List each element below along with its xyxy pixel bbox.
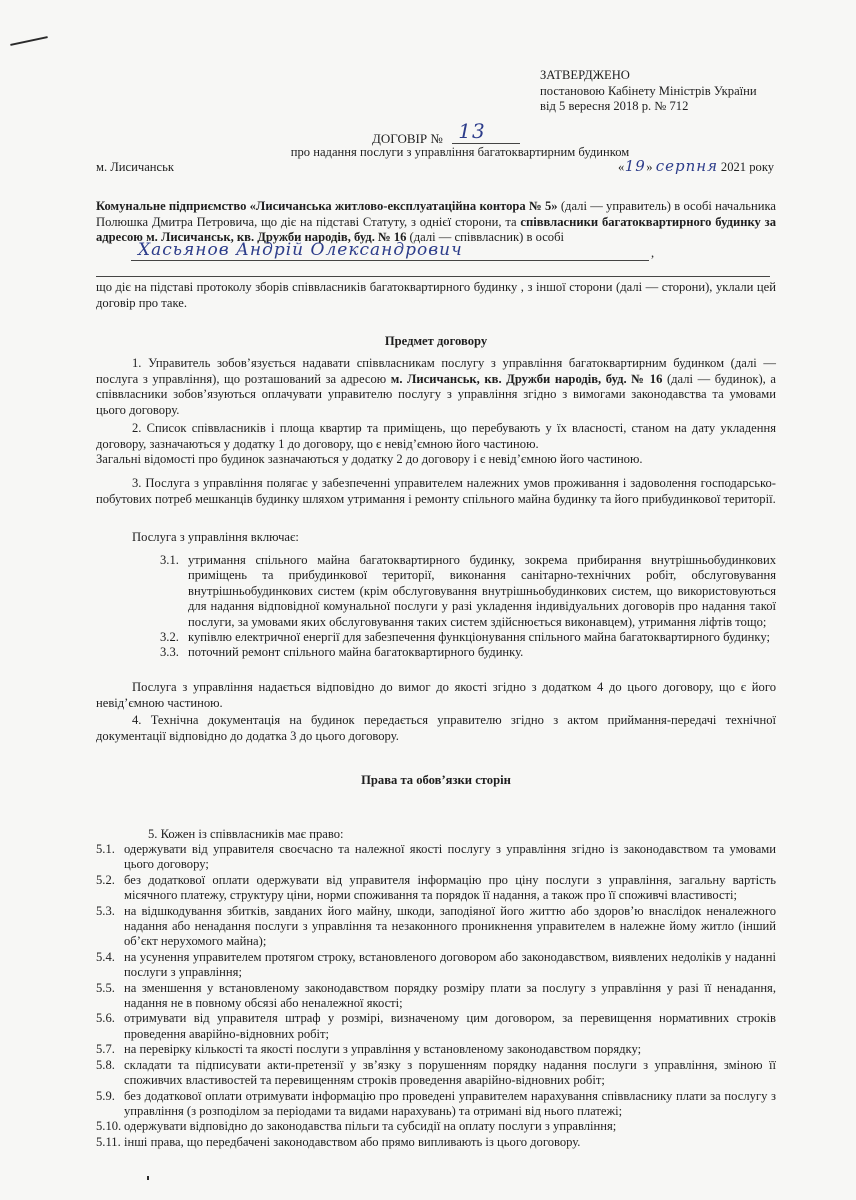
list-item bbox=[96, 904, 776, 950]
list-item-text: на зменшення у встановленому законодавством порядку розміру плати за послугу з управління у разі її ненадання, надання не в повному обсязі або неналежної якості; bbox=[124, 980, 776, 1011]
clause-2b: Загальні відомості про будинок зазначаються у додатку 2 до договору і є невід’ємною його частиною. bbox=[96, 452, 643, 466]
list-item-text: без додаткової оплати одержувати від управителя інформацію про ціну послуги з управління, загальну вартість місячного платежу, структуру ціни, норми споживання та порядок її надання, а також про її споживчі властивості; bbox=[124, 872, 776, 903]
list-item-number: 5.2. bbox=[96, 872, 115, 887]
contract-date: «19» серпня 2021 року bbox=[618, 157, 775, 175]
list-item-text: отримувати від управителя штраф у розмірі, визначеному цим договором, за перевищення нормативних строків проведення аварійно-відновних робіт; bbox=[124, 1011, 776, 1041]
list-item bbox=[96, 981, 776, 1012]
list-item-text: без додаткової оплати отримувати інформацію про проведені управителем нарахування співвласнику плати за послугу з управління (з розподілом за періодами та видами нарахувань) та отримані від нього платежі; bbox=[124, 1088, 776, 1118]
list-item-text: на відшкодування збитків, завданих його майну, шкоди, заподіяної його життю або здоров’ю внаслідок неналежного надання або ненадання послуги з управління та незаконного проникнення управителем в належне йому житло (інший об’єкт нерухомого майна); bbox=[124, 903, 776, 949]
section-heading-rights: Права та обов’язки сторін bbox=[361, 773, 511, 787]
parties-paragraph: Комунальне підприємство «Лисичанська житлово-експлуатаційна контора № 5» (далі — управитель) в особі начальника Полюшка Дмитра Петровича, що діє на підставі Статуту, з однієї сторони, та співвласники багатоквартирного будинку за адресою м. Лисичанськ, кв. Дружби народів, буд. № 16 (далі — співвласник) в особі bbox=[96, 199, 776, 245]
includes-label: Послуга з управління включає: bbox=[132, 530, 299, 544]
clause-4: 4. Технічна документація на будинок передається управителю згідно з актом приймання-передачі технічної документації відповідно до додатка 3 до цього договору. bbox=[96, 713, 776, 743]
list-item bbox=[160, 645, 776, 660]
date-year: 2021 року bbox=[720, 160, 775, 174]
list-item-number: 5.1. bbox=[96, 842, 115, 856]
date-day: 19 bbox=[624, 157, 646, 175]
list-item bbox=[96, 1119, 776, 1134]
list-item-text: на перевірку кількості та якості послуги з управління у встановленому законодавством порядку; bbox=[124, 1042, 642, 1057]
approval-decree: постановою Кабінету Міністрів України bbox=[540, 83, 757, 98]
date-month: серпня bbox=[655, 157, 719, 175]
contract-subtitle: про надання послуги з управління багатоквартирним будинком bbox=[290, 145, 630, 159]
contract-number: 13 bbox=[458, 119, 486, 143]
list-item-number: 5.9. bbox=[96, 1088, 115, 1103]
list-item-text: одержувати відповідно до законодавства пільги та субсидії на оплату послуги з управління; bbox=[124, 1119, 617, 1134]
list-item-text: одержувати від управителя своєчасно та належної якості послугу з управління згідно із законодавством та умовами цього договору; bbox=[124, 842, 776, 872]
scan-mark bbox=[10, 36, 48, 46]
list-item bbox=[96, 873, 776, 904]
list-item-text: складати та підписувати акти-претензії у зв’язку з порушенням порядку надання послуги з управління, зміною її споживчих властивостей та перевищенням строків проведення аварійно-відновних робіт; bbox=[124, 1057, 776, 1088]
list-item-number: 5.4. bbox=[96, 949, 115, 964]
contract-label: ДОГОВІР № bbox=[372, 131, 443, 146]
clause-1: 1. Управитель зобов’язується надавати співвласникам послугу з управління багатоквартирним будинком (далі — послуга з управління), що розташований за адресою м. Лисичанськ, кв. Дружби народів, буд. № 16 (далі — будинок), а співвласники зобов’язуються оплачувати управителю послугу з управління згідно з вимогами законодавства та умовами цього договору. bbox=[96, 356, 776, 417]
approval-date: від 5 вересня 2018 р. № 712 bbox=[540, 99, 689, 114]
list-item-text: на усунення управителем протягом строку, встановленого договором або законодавством, виявлених недоліків у наданні послуги з управління; bbox=[124, 949, 776, 980]
list-item-number: 5.5. bbox=[96, 980, 115, 995]
clause-5: 5. Кожен із співвласників має право: bbox=[148, 827, 344, 841]
protocol-text: що діє на підставі протоколу зборів співвласників багатоквартирного будинку , з іншої сторони (далі — сторони), уклали цей договір про таке. bbox=[96, 280, 776, 310]
list-item bbox=[96, 842, 776, 873]
approval-block bbox=[540, 68, 757, 115]
list-item bbox=[160, 553, 776, 630]
section-heading-subject: Предмет договору bbox=[384, 334, 488, 348]
list-item-number: 3.2. bbox=[160, 630, 179, 645]
list-item bbox=[96, 1058, 776, 1089]
list-item-text: утримання спільного майна багатоквартирного будинку, зокрема прибирання внутрішньобудинкових приміщень та прибудинкової території, виконання санітарно-технічних робіт, обслуговування внутрішньобудинкових систем (крім обслуговування внутрішньобудинкових систем, що використовуються для надання відповідної комунальної послуги у разі укладення індивідуальних договорів про надання такої послуги, за умовами яких обслуговування таких систем здійснюється виконавцем), утримання ліфтів тощо; bbox=[188, 553, 776, 629]
clause-3: 3. Послуга з управління полягає у забезпеченні управителем належних умов проживання і задоволення господарсько-побутових потреб мешканців будинку шляхом утримання і ремонту спільного майна будинку та його прибудинкової території. bbox=[96, 476, 776, 506]
list-item-number: 5.3. bbox=[96, 903, 115, 918]
list-item-text: купівлю електричної енергії для забезпечення функціонування спільного майна багатоквартирного будинку; bbox=[188, 630, 770, 645]
list-item bbox=[160, 630, 776, 645]
owner-name: Хасьянов Андрій Олександрович bbox=[138, 240, 463, 260]
list-item bbox=[96, 1135, 776, 1150]
list-item-number: 5.6. bbox=[96, 1011, 115, 1026]
rights-list bbox=[96, 842, 776, 1150]
approval-title: ЗАТВЕРДЖЕНО bbox=[540, 68, 630, 82]
list-item-number: 3.1. bbox=[160, 553, 179, 567]
number-underline bbox=[452, 143, 520, 144]
owner-name-line bbox=[131, 260, 649, 261]
list-item-number: 5.8. bbox=[96, 1057, 115, 1072]
list-item bbox=[96, 950, 776, 981]
owners-address: співвласники багатоквартирного будинку за адресою м. Лисичанськ, кв. Дружби народів, буд. № 16 bbox=[96, 214, 776, 245]
blank-line bbox=[96, 276, 770, 277]
list-item-number: 5.7. bbox=[96, 1042, 115, 1057]
owner-comma: , bbox=[651, 246, 655, 260]
list-item-number: 5.11. bbox=[96, 1134, 121, 1149]
service-items-list bbox=[160, 553, 776, 661]
city: м. Лисичанськ bbox=[96, 160, 174, 174]
list-item bbox=[96, 1042, 776, 1057]
list-item bbox=[96, 1089, 776, 1120]
list-item-number: 3.3. bbox=[160, 645, 179, 660]
list-item-text: поточний ремонт спільного майна багатоквартирного будинку. bbox=[188, 645, 524, 660]
manager-name: Комунальне підприємство «Лисичанська житлово-експлуатаційна контора № 5» bbox=[96, 199, 558, 213]
list-item-number: 5.10. bbox=[96, 1119, 122, 1134]
scan-dot bbox=[147, 1176, 149, 1180]
list-item bbox=[96, 1011, 776, 1042]
list-item-text: інші права, що передбачені законодавством або прямо випливають із цього договору. bbox=[124, 1134, 581, 1149]
quality-clause: Послуга з управління надається відповідно до вимог до якості згідно з додатком 4 до цього договору, що є його невід’ємною частиною. bbox=[96, 680, 776, 710]
clause-2: 2. Список співвласників і площа квартир та приміщень, що перебувають у їх власності, станом на дату укладення договору, зазначаються у додатку 1 до договору, що є невід’ємною його частиною. bbox=[96, 421, 776, 451]
